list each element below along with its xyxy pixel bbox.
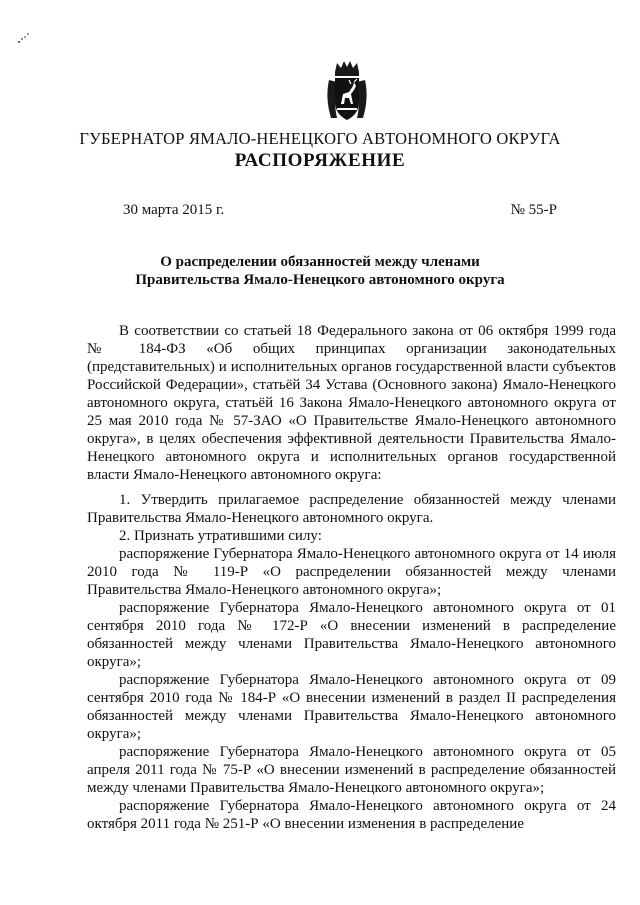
scan-mark [16, 30, 32, 46]
item-paragraph: распоряжение Губернатора Ямало-Ненецкого автономного округа от 14 июля 2010 года № 119-Р «О распределении обязанностей между членами Правительства Ямало-Ненецкого автономного округа»; [87, 546, 616, 598]
item-paragraph: распоряжение Губернатора Ямало-Ненецкого автономного округа от 09 сентября 2010 года № 184-Р «О внесении изменений в раздел II распределения обязанностей между членами Правительства Ямало-Ненецкого автономного округа»; [87, 672, 616, 742]
item-paragraph: распоряжение Губернатора Ямало-Ненецкого автономного округа от 05 апреля 2011 года № 75-Р «О внесении изменений в распределение обязанностей между членами Правительства Ямало-Ненецкого автономного округа»; [87, 744, 616, 796]
governor-heading: ГУБЕРНАТОР ЯМАЛО-НЕНЕЦКОГО АВТОНОМНОГО ОКРУГА [79, 129, 561, 148]
item-paragraph: 2. Признать утратившими силу: [119, 528, 322, 544]
item-paragraph: 1. Утвердить прилагаемое распределение обязанностей между членами Правительства Ямало-Ненецкого автономного округа. [87, 492, 616, 526]
title-line: О распределении обязанностей между членами [160, 254, 480, 270]
document-date: 30 марта 2015 г. [123, 202, 225, 218]
item-paragraph: распоряжение Губернатора Ямало-Ненецкого автономного округа от 24 октября 2011 года № 251-Р «О внесении изменения в распределение [87, 798, 616, 832]
document-type-heading: РАСПОРЯЖЕНИЕ [234, 150, 406, 171]
coat-of-arms-emblem [323, 58, 371, 124]
preamble-paragraph: В соответствии со статьей 18 Федерального закона от 06 октября 1999 года № 184-ФЗ «Об общих принципах организации законодательных (представительных) и исполнительных органов государственной власти субъектов Российской Федерации», статьёй 34 Устава (Основного закона) Ямало-Ненецкого автономного округа, статьёй 16 Закона Ямало-Ненецкого автономного округа от 25 мая 2010 года № 57-ЗАО «О Правительстве Ямало-Ненецкого автономного округа», в целях обеспечения эффективной деятельности Правительства Ямало-Ненецкого автономного округа и исполнительных органов государственной власти Ямало-Ненецкого автономного округа: [87, 323, 616, 483]
preamble-section [87, 322, 616, 484]
document-number: № 55-Р [510, 202, 557, 218]
document-title [80, 253, 560, 289]
item-paragraph: распоряжение Губернатора Ямало-Ненецкого автономного округа от 01 сентября 2010 года № 172-Р «О внесении изменений в распределение обязанностей между членами Правительства Ямало-Ненецкого автономного округа»; [87, 600, 616, 670]
items-section [87, 491, 616, 833]
title-line: Правительства Ямало-Ненецкого автономного округа [135, 272, 505, 288]
